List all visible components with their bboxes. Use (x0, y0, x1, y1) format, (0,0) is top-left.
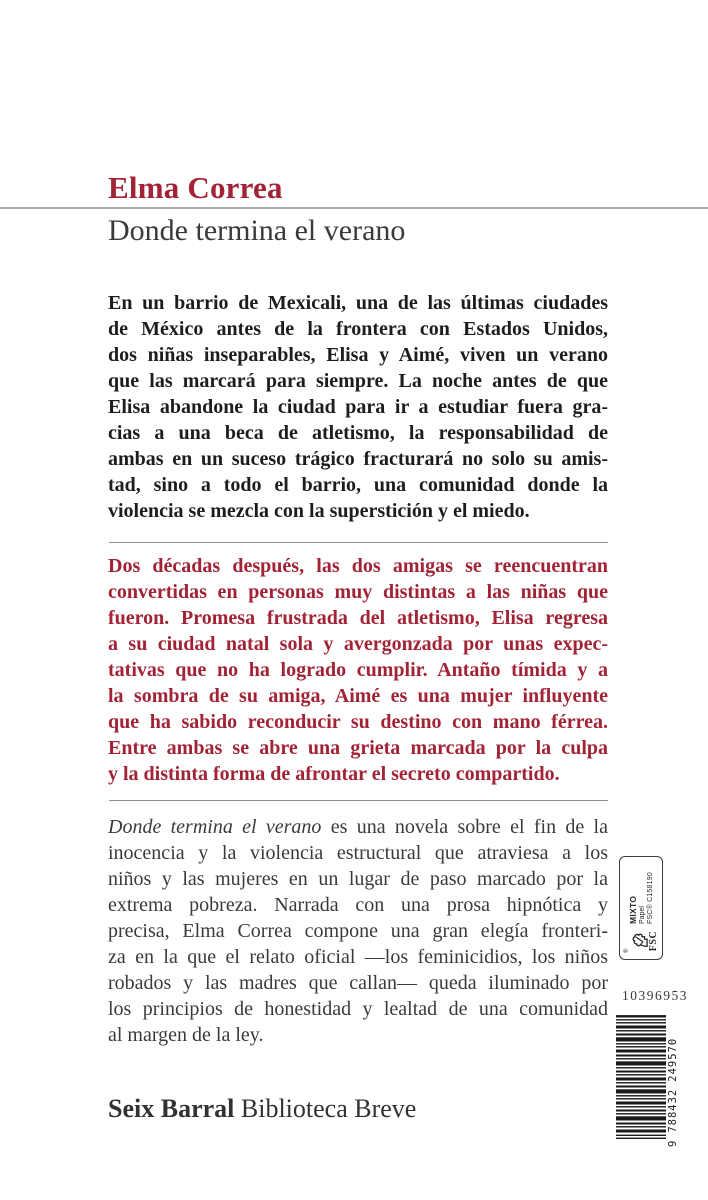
text-line: robados y las madres que callan— queda iluminado por (108, 972, 608, 994)
fsc-text (628, 872, 654, 924)
isbn-barcode-rotated (616, 1013, 682, 1149)
text-line: niños y las mujeres en un lugar de paso marcado por la (108, 868, 608, 890)
fsc-tree-icon (630, 933, 648, 950)
isbn-prefix: 9 (667, 1139, 679, 1147)
text-line: que ha sabido reconducir su destino con mano férrea. (108, 711, 608, 733)
isbn-barcode (616, 1013, 682, 1149)
text-line: Elisa abandone la ciudad para ir a estudiar fuera gra- (108, 396, 608, 418)
reencounter-paragraph (108, 553, 608, 787)
fsc-license-code: FSC® C158190 (647, 872, 654, 924)
isbn-group-2: 249570 (667, 1037, 679, 1082)
registered-mark: ® (623, 948, 630, 953)
text-line: tad, sino a todo el barrio, una comunidad donde la (108, 474, 608, 496)
publisher-collection: Biblioteca Breve (240, 1094, 417, 1123)
text-line: cias a una beca de atletismo, la responsabilidad de (108, 422, 608, 444)
isbn-digits (667, 1013, 679, 1149)
lead-rest: es una novela sobre el fin de la (321, 816, 608, 838)
text-line: la sombra de su amiga, Aimé es una mujer influyente (108, 685, 608, 707)
text-line: fueron. Promesa frustrada del atletismo, Elisa regresa (108, 607, 608, 629)
isbn-group-1: 788432 (667, 1088, 679, 1133)
book-title-italic: Donde termina el verano (108, 816, 322, 838)
fsc-wordmark: FSC (647, 930, 659, 952)
fsc-label (619, 856, 663, 960)
text-line: convertidas en personas muy distintas a las niñas que (108, 581, 608, 603)
text-line: que las marcará para siempre. La noche antes de que (108, 370, 608, 392)
text-line (108, 814, 608, 840)
text-line: a su ciudad natal sola y avergonzada por unas expec- (108, 633, 608, 655)
text-line: tativas que no ha logrado cumplir. Antaño tímida y a (108, 659, 608, 681)
text-line: En un barrio de Mexicali, una de las últimas ciudades (108, 292, 608, 314)
fsc-type: MIXTO (628, 895, 638, 924)
fsc-material: Papel (639, 906, 646, 924)
section-divider (109, 800, 608, 801)
text-line: Entre ambas se abre una grieta marcada por la culpa (108, 737, 608, 759)
synopsis-paragraph (108, 290, 608, 524)
header-rule (0, 207, 708, 209)
text-line: extrema pobreza. Narrada con una prosa hipnótica y (108, 894, 608, 916)
text-line: za en la que el relato oficial —los feminicidios, los niños (108, 946, 608, 968)
text-line: inocencia y la violencia estructural que atraviesa a los (108, 842, 608, 864)
text-line: y la distinta forma de afrontar el secreto compartido. (108, 763, 560, 785)
text-line: de México antes de la frontera con Estados Unidos, (108, 318, 608, 340)
review-paragraph (108, 814, 608, 1048)
text-line: dos niñas inseparables, Elisa y Aimé, viven un verano (108, 344, 608, 366)
fsc-label-rotated (619, 856, 663, 960)
section-divider (109, 542, 608, 543)
text-line: al margen de la ley. (108, 1024, 264, 1046)
text-line: violencia se mezcla con la superstición y el miedo. (108, 500, 530, 522)
author-name: Elma Correa (108, 170, 283, 205)
book-title: Donde termina el verano (108, 214, 406, 247)
text-line: los principios de honestidad y lealtad de una comunidad (108, 998, 608, 1020)
publisher-imprint: Seix Barral (108, 1094, 235, 1123)
text-line: Dos décadas después, las dos amigas se reencuentran (108, 555, 608, 577)
fsc-logo (624, 929, 659, 953)
product-code: 10396953 (622, 988, 688, 1003)
text-line: ambas en un suceso trágico fracturará no solo su amis- (108, 448, 608, 470)
publisher-line (108, 1094, 628, 1124)
barcode-bars (616, 1013, 666, 1149)
text-line: precisa, Elma Correa compone una gran elegía fronteri- (108, 920, 608, 942)
